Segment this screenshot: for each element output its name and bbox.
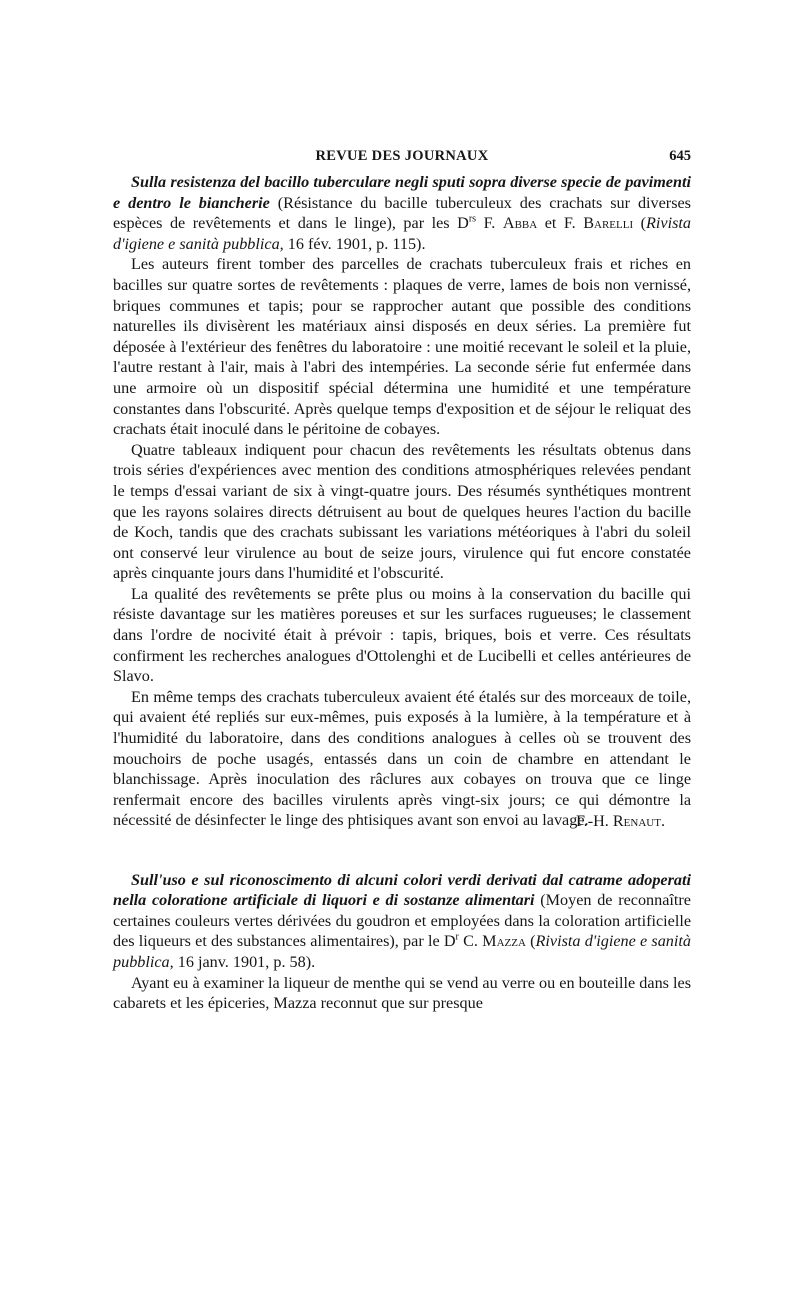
signature-text: F.-H. Renaut. xyxy=(575,812,665,830)
authors-prefix: F. xyxy=(476,214,503,233)
article-title-italian: Sull'uso e sul riconoscimento di alcuni colori verdi derivati dal catrame adoperati nella coloratione artificiale di liquori e di sostanze alimentari xyxy=(113,870,691,910)
document-page xyxy=(113,146,691,1014)
article-colorants-verts xyxy=(113,870,691,1014)
source-open: ( xyxy=(633,214,647,233)
body-paragraph: Ayant eu à examiner la liqueur de menthe qui se vend au verre ou en bouteille dans les cabarets et les épiceries, Mazza reconnut que sur presque xyxy=(113,973,691,1013)
article-title-italian: Sulla resistenza del bacillo tuberculare negli sputi sopra diverse specie de pavimenti e dentro le biancherie xyxy=(113,173,691,212)
author-prefix: C. xyxy=(458,932,483,951)
source-journal: Rivista d'igiene e sanità pubblica, xyxy=(113,214,691,253)
page-header xyxy=(113,146,691,170)
author-barelli: Barelli xyxy=(583,214,634,233)
running-title: REVUE DES JOURNAUX xyxy=(315,148,489,164)
article-title-french: (Résistance du bacille tuberculeux des crachats sur diverses espèces de revêtements et dans le linge), par les D xyxy=(113,193,691,233)
article-heading xyxy=(113,172,691,254)
body-paragraph: La qualité des revêtements se prête plus ou moins à la conservation du bacille qui résiste davantage sur les matières poreuses et sur les surfaces rugueuses; le classement dans l'ordre de nocivité était à prévoir : tapis, briques, bois et verre. Ces résultats confirment les recherches analogues d'Ottolenghi et de Lucibelli et celles antérieures de Slavo. xyxy=(113,584,691,686)
body-paragraph: Les auteurs firent tomber des parcelles de crachats tuberculeux frais et riches en bacilles sur quatre sortes de revêtements : plaques de verre, lames de bois non vernissé, briques communes et tapis; pour se rapprocher autant que possible des conditions naturelles ils divisèrent les matériaux ainsi disposés en deux séries. La première fut déposée à l'extérieur des fenêtres du laboratoire : une moitié recevant le soleil et la pluie, l'autre restant à l'air, mais à l'abri des intempéries. La seconde série fut enfermée dans une armoire où un dispositif spécial détermina une humidité et une température constantes dans l'obscurité. Après quelque temps d'exposition et de séjour le reliquat des crachats était inoculé dans le péritoine de cobayes. xyxy=(113,255,691,439)
article-title-french: (Moyen de reconnaître certaines couleurs vertes dérivées du goudron et employées dans la coloration artificielle des liqueurs et des substances alimentaires), par le D xyxy=(113,891,691,951)
body-paragraph: Quatre tableaux indiquent pour chacun des revêtements les résultats obtenus dans trois séries d'expériences avec mention des conditions atmosphériques relevées pendant le temps d'essai variant de six à vingt-quatre jours. Des résumés synthétiques montrent que les rayons solaires directs détruisent au bout de quelques heures l'action du bacille de Koch, tandis que des crachats subissant les variations météoriques à l'abri du soleil ont conservé leur virulence au bout de seize jours, virulence qui fut encore constatée après cinquante jours dans l'humidité et l'obscurité. xyxy=(113,440,691,583)
title-superscript: r xyxy=(455,931,459,943)
page-number: 645 xyxy=(669,148,691,164)
article-resistance-bacille xyxy=(113,172,691,832)
article-heading xyxy=(113,870,691,973)
source-open: ( xyxy=(525,932,536,951)
source-date: 16 janv. 1901, p. 58). xyxy=(173,952,316,971)
author-mazza: Mazza xyxy=(482,932,526,951)
title-superscript: rs xyxy=(468,213,477,225)
authors-mid: et F. xyxy=(537,214,584,233)
body-paragraph: En même temps des crachats tuberculeux avaient été étalés sur des morceaux de toile, qui avaient été repliés sur eux-mêmes, puis exposés à la lumière, à la température et à l'humidité du laboratoire, dans des conditions analogues à celles où se trouvent des mouchoirs de poche usagés, entassés dans un coin de chambre en attendant le blanchissage. Après inoculation des râclures aux cobayes on trouva que ce linge renfermait encore des bacilles virulents après vingt-six jours; ce qui démontre la nécessité de désinfecter le linge des phtisiques avant son envoi au lavage. xyxy=(113,687,691,830)
author-abba: Abba xyxy=(502,214,538,233)
source-date: 16 fév. 1901, p. 115). xyxy=(283,234,426,253)
source-journal: Rivista d'igiene e sanità pubblica, xyxy=(113,932,691,971)
article-separator xyxy=(113,832,691,870)
